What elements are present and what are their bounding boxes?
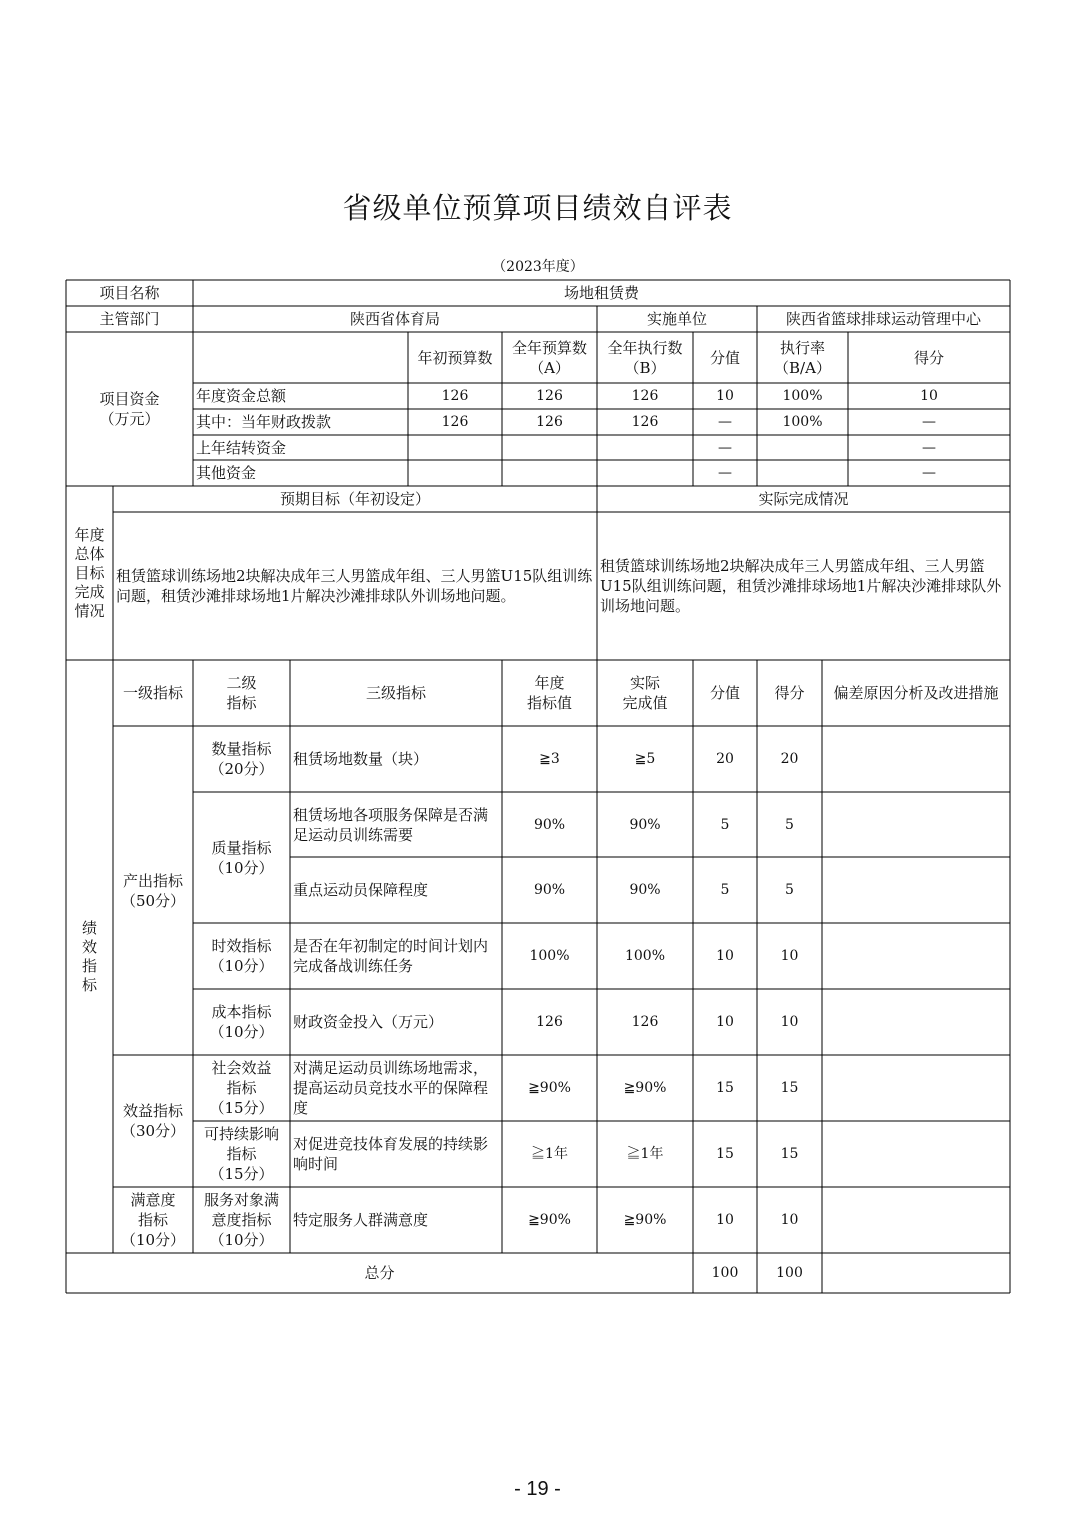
funds-row-score-value: 10 <box>716 388 734 404</box>
indicator-row-actual: 90% <box>629 882 661 898</box>
indicator-row-actual: 126 <box>631 1014 659 1030</box>
header-level2: 二级 指标 <box>226 674 257 712</box>
funds-row-score-value: — <box>718 414 732 430</box>
level1-satisfaction: 满意度 指标 （10分） <box>120 1191 186 1249</box>
impl-unit-label: 实施单位 <box>646 310 707 328</box>
funds-header-blank <box>193 332 408 383</box>
funds-row-initial: 126 <box>441 414 469 430</box>
indicator-row-level3: 对促进竞技体育发展的持续影响时间 <box>293 1135 489 1173</box>
funds-row-score: — <box>922 439 936 456</box>
indicator-row-actual: ≧90% <box>623 1212 667 1228</box>
funds-row-score-value: — <box>718 439 732 456</box>
indicator-row-score: 5 <box>785 882 794 898</box>
indicator-row-target: 90% <box>533 882 566 898</box>
level1-output: 产出指标 （50分） <box>120 871 186 910</box>
indicator-row-actual: ≧90% <box>623 1080 667 1096</box>
funds-col-initial: 年初预算数 <box>417 348 493 367</box>
level2-quality: 质量指标 （10分） <box>209 838 274 877</box>
indicator-row-score: 10 <box>780 1212 799 1228</box>
funds-row-rate <box>757 435 848 460</box>
funds-col-rate: 执行率 （B/A） <box>774 338 831 377</box>
funds-row-rate: 100% <box>782 414 823 430</box>
indicator-row-target: 90% <box>533 816 566 833</box>
indicator-row-actual: 90% <box>629 816 661 833</box>
year-note: （2023年度） <box>492 259 584 275</box>
funds-row-rate <box>757 460 848 486</box>
funds-row-label: 年度资金总额 <box>196 387 287 405</box>
indicator-row-analysis <box>822 857 1010 923</box>
goals-expected-text: 租赁篮球训练场地2块解决成年三人男篮成年组、三人男篮U15队组训练问题，租赁沙滩排球场地1片解决沙滩排球队外训场地问题。 <box>116 567 593 605</box>
funds-row-label: 上年结转资金 <box>196 438 287 457</box>
funds-row-budget: 126 <box>536 414 563 430</box>
indicator-row-score-value: 5 <box>720 882 730 898</box>
level2-social-benefit: 社会效益 指标 （15分） <box>209 1059 274 1117</box>
header-level3: 三级指标 <box>365 684 426 702</box>
header-actual: 实际 完成值 <box>622 674 668 712</box>
indicator-row-score: 10 <box>780 948 799 964</box>
indicator-row-score: 5 <box>785 816 794 833</box>
indicator-row-target: ≧90% <box>528 1212 571 1228</box>
indicator-row-level3: 租赁场地数量（块） <box>293 750 429 768</box>
funds-row-score-value: — <box>718 465 732 481</box>
goals-label: 年度 总体 目标 完成 情况 <box>74 525 105 620</box>
indicator-row-target: ≧90% <box>528 1080 571 1096</box>
funds-col-score: 得分 <box>913 348 944 367</box>
indicator-row-analysis <box>822 792 1010 857</box>
indicators-label: 绩 效 指 标 <box>81 918 97 994</box>
indicator-row-actual: ≧5 <box>634 751 656 767</box>
indicator-row-level3: 财政资金投入（万元） <box>293 1013 444 1031</box>
indicator-row-score-value: 15 <box>716 1146 734 1162</box>
indicator-row-analysis <box>822 1187 1010 1253</box>
funds-col-full-budget: 全年预算数 （A） <box>511 338 587 377</box>
goals-expected-header: 预期目标（年初设定） <box>279 490 430 508</box>
indicator-row-score-value: 10 <box>716 1014 734 1030</box>
funds-row-executed: 126 <box>631 414 659 430</box>
indicator-row-level3: 租赁场地各项服务保障是否满足运动员训练需要 <box>293 805 489 844</box>
funds-row-initial: 126 <box>441 388 469 404</box>
indicator-row-score: 10 <box>780 1014 799 1030</box>
funds-row-initial <box>408 435 502 460</box>
indicator-row-score-value: 20 <box>716 751 734 767</box>
indicator-row-score-value: 5 <box>720 816 730 833</box>
project-name-label: 项目名称 <box>99 284 160 302</box>
level2-quantity: 数量指标 （20分） <box>209 740 274 778</box>
funds-row-label: 其中：当年财政拨款 <box>196 413 332 431</box>
indicator-row-score-value: 10 <box>716 948 734 964</box>
funds-row-score: — <box>922 465 936 481</box>
project-name-value: 场地租赁费 <box>563 284 639 302</box>
indicator-row-level3: 对满足运动员训练场地需求，提高运动员竞技水平的保障程度 <box>293 1059 489 1117</box>
funds-row-executed <box>597 460 693 486</box>
indicator-row-score-value: 15 <box>716 1080 734 1096</box>
level2-service-satisfaction: 服务对象满 意度指标 （10分） <box>203 1191 279 1249</box>
goals-actual-text: 租赁篮球训练场地2块解决成年三人男篮成年组、三人男篮U15队组训练问题，租赁沙滩排球场地1片解决沙滩排球队外训场地问题。 <box>600 557 1002 615</box>
total-score-value: 100 <box>711 1265 739 1281</box>
funds-row-label: 其他资金 <box>196 464 257 482</box>
goals-actual-header: 实际完成情况 <box>758 490 849 508</box>
impl-unit-value: 陕西省篮球排球运动管理中心 <box>785 310 981 328</box>
indicator-row-actual: 100% <box>624 948 666 964</box>
indicator-row-level3: 重点运动员保障程度 <box>293 881 429 899</box>
indicator-row-target: 100% <box>529 948 570 964</box>
funds-label: 项目资金 （万元） <box>99 390 160 428</box>
funds-row-initial <box>408 460 502 486</box>
funds-row-score: — <box>922 414 936 430</box>
funds-row-executed: 126 <box>631 388 659 404</box>
level2-timeliness: 时效指标 （10分） <box>209 937 274 975</box>
header-target: 年度 指标值 <box>526 674 572 712</box>
indicator-row-target: 126 <box>536 1014 563 1030</box>
funds-col-score-value: 分值 <box>709 348 740 367</box>
dept-label: 主管部门 <box>99 310 160 328</box>
page-title: 省级单位预算项目绩效自评表 <box>342 191 733 225</box>
header-score: 得分 <box>774 684 805 702</box>
indicator-row-analysis <box>822 1055 1010 1121</box>
page-number: - 19 - <box>514 1478 561 1500</box>
funds-row-rate: 100% <box>782 388 823 404</box>
indicator-row-actual: ≧1年 <box>626 1146 664 1162</box>
total-score: 100 <box>776 1265 803 1281</box>
funds-row-executed <box>597 435 693 460</box>
indicator-row-level3: 特定服务人群满意度 <box>293 1211 429 1229</box>
indicator-row-analysis <box>822 1121 1010 1187</box>
funds-row-budget <box>502 435 597 460</box>
funds-row-budget: 126 <box>536 388 563 404</box>
header-analysis: 偏差原因分析及改进措施 <box>833 684 999 702</box>
funds-col-executed: 全年执行数 （B） <box>607 338 683 377</box>
header-level1: 一级指标 <box>122 684 183 702</box>
total-label: 总分 <box>364 1264 395 1282</box>
funds-row-score: 10 <box>920 388 938 404</box>
indicator-row-score-value: 10 <box>716 1212 734 1228</box>
total-analysis <box>822 1253 1010 1293</box>
indicator-row-analysis <box>822 923 1010 989</box>
level2-sustainability: 可持续影响 指标 （15分） <box>203 1125 279 1183</box>
funds-row-budget <box>502 460 597 486</box>
indicator-row-target: ≧1年 <box>531 1146 568 1162</box>
dept-value: 陕西省体育局 <box>349 310 440 328</box>
level1-benefit: 效益指标 （30分） <box>120 1102 186 1140</box>
indicator-row-target: ≧3 <box>539 751 560 767</box>
level2-cost: 成本指标 （10分） <box>209 1003 274 1041</box>
indicator-row-score: 20 <box>780 751 799 767</box>
header-score-value: 分值 <box>709 684 740 702</box>
indicator-row-score: 15 <box>780 1146 799 1162</box>
indicator-row-score: 15 <box>780 1080 799 1096</box>
indicator-row-level3: 是否在年初制定的时间计划内完成备战训练任务 <box>293 937 489 975</box>
indicator-row-analysis <box>822 989 1010 1055</box>
indicator-row-analysis <box>822 726 1010 792</box>
